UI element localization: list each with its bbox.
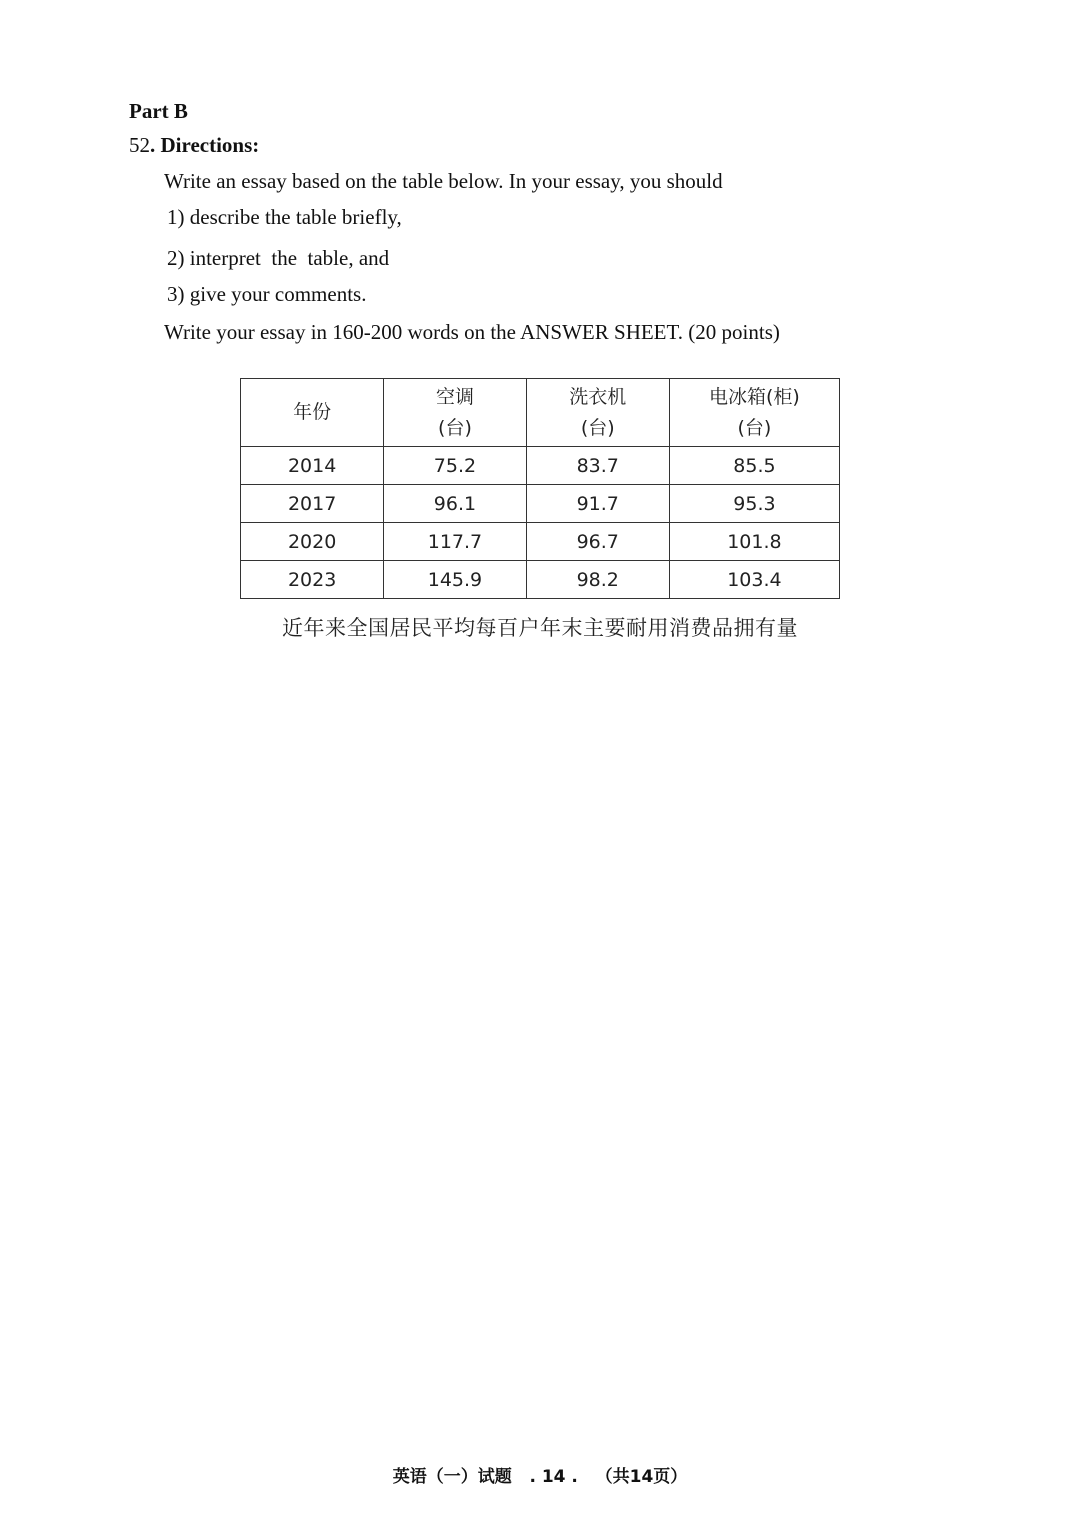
cell-ac: 96.1 — [384, 485, 526, 523]
header-washer-label: 洗衣机 — [569, 385, 627, 408]
cell-washer: 83.7 — [526, 447, 669, 485]
question-heading — [129, 132, 259, 158]
cell-fridge: 103.4 — [669, 561, 839, 599]
appliance-table — [240, 378, 840, 599]
header-ac — [384, 379, 526, 447]
header-ac-label: 空调 — [435, 385, 474, 408]
table-row — [241, 485, 840, 523]
table-row — [241, 523, 840, 561]
header-year-label: 年份 — [293, 401, 332, 423]
header-fridge — [669, 379, 839, 447]
question-number: 52 — [129, 133, 150, 157]
cell-washer: 91.7 — [526, 485, 669, 523]
cell-washer: 98.2 — [526, 561, 669, 599]
table-row — [241, 447, 840, 485]
cell-washer: 96.7 — [526, 523, 669, 561]
cell-year: 2017 — [241, 485, 384, 523]
cell-year: 2023 — [241, 561, 384, 599]
part-title: Part B — [129, 99, 188, 123]
page-footer: 英语（一）试题 . 14 . （共14页） — [392, 1467, 688, 1487]
table-header-row — [241, 379, 840, 447]
cell-fridge: 95.3 — [669, 485, 839, 523]
cell-fridge: 85.5 — [669, 447, 839, 485]
header-ac-unit: (台) — [438, 416, 472, 439]
cell-ac: 145.9 — [384, 561, 526, 599]
directions-label: . Directions: — [150, 133, 260, 157]
directions-item-1: 1) describe the table briefly, — [167, 205, 402, 229]
header-washer — [526, 379, 669, 447]
directions-item-3: 3) give your comments. — [167, 282, 367, 306]
cell-year: 2014 — [241, 447, 384, 485]
header-fridge-label: 电冰箱(柜) — [709, 385, 800, 408]
cell-fridge: 101.8 — [669, 523, 839, 561]
header-year — [241, 379, 384, 447]
header-fridge-unit: (台) — [737, 416, 772, 439]
table-row — [241, 561, 840, 599]
table-caption: 近年来全国居民平均每百户年末主要耐用消费品拥有量 — [282, 616, 798, 640]
cell-ac: 75.2 — [384, 447, 526, 485]
directions-intro: Write an essay based on the table below. In your essay, you should — [164, 169, 723, 193]
cell-ac: 117.7 — [384, 523, 526, 561]
cell-year: 2020 — [241, 523, 384, 561]
directions-item-2: 2) interpret the table, and — [167, 246, 390, 270]
header-washer-unit: (台) — [580, 416, 615, 439]
directions-requirement: Write your essay in 160-200 words on the ANSWER SHEET. (20 points) — [164, 320, 780, 344]
